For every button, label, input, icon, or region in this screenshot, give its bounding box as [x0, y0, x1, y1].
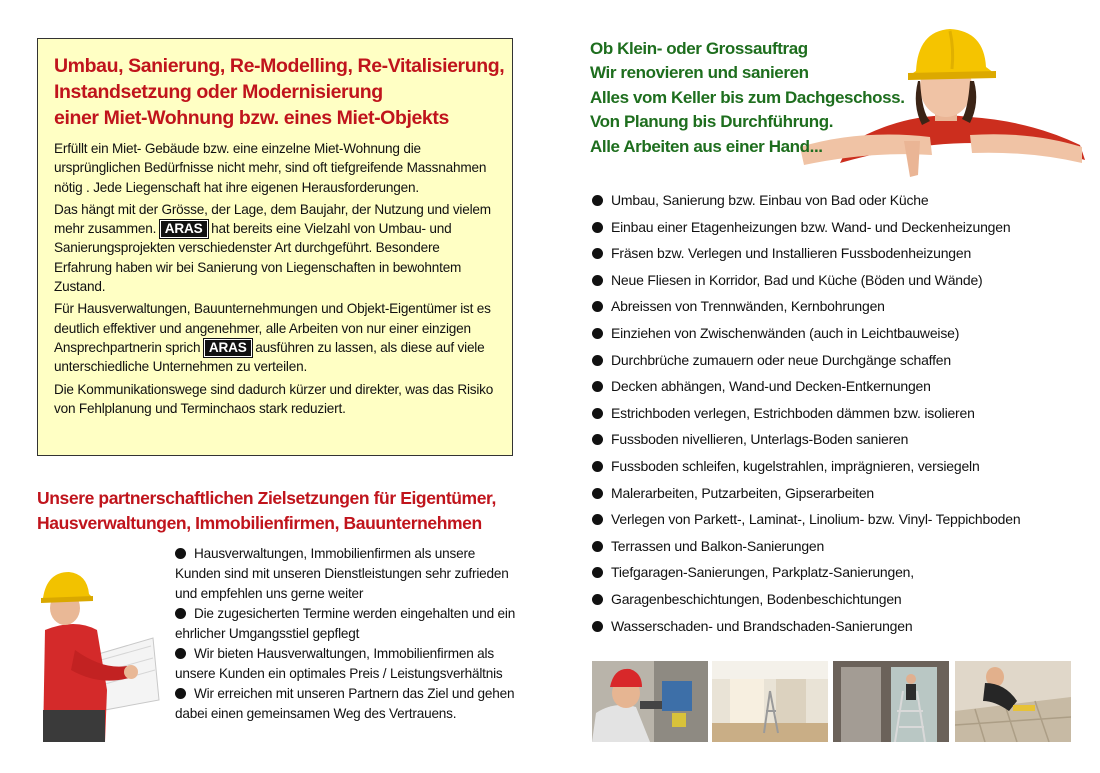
bullet-icon — [592, 514, 603, 525]
goals-item — [175, 604, 520, 644]
bullet-icon — [592, 567, 603, 578]
headline-line: Ob Klein- oder Grossauftrag — [590, 39, 808, 58]
goals-item — [175, 544, 520, 604]
intro-paragraph-3 — [54, 299, 496, 376]
headline-line: Alles vom Keller bis zum Dachgeschoss. — [590, 87, 905, 107]
service-item-text: Garagenbeschichtungen, Bodenbeschichtungen — [611, 590, 902, 607]
service-item — [592, 426, 1020, 453]
bullet-icon — [592, 488, 603, 499]
service-item-text: Fussboden schleifen, kugelstrahlen, imprägnieren, versiegeln — [611, 457, 980, 474]
goals-item — [175, 684, 520, 724]
intro-title-line: Umbau, Sanierung, Re-Modelling, Re-Vitalisierung, — [54, 55, 505, 77]
bullet-icon — [592, 248, 603, 259]
bullet-icon — [592, 461, 603, 472]
photo-renovation-ladder — [833, 661, 949, 742]
service-item-text: Terrassen und Balkon-Sanierungen — [611, 537, 825, 554]
service-item — [592, 293, 1020, 320]
service-item — [592, 320, 1020, 347]
right-headline — [590, 37, 905, 159]
bullet-icon — [592, 301, 603, 312]
service-item-text: Tiefgaragen-Sanierungen, Parkplatz-Sanierungen, — [611, 564, 914, 581]
goals-item — [175, 644, 520, 684]
service-item — [592, 559, 1020, 586]
bullet-icon — [175, 648, 186, 659]
headline-line: Von Planung bis Durchführung. — [590, 112, 834, 132]
service-item-text: Decken abhängen, Wand-und Decken-Entkernungen — [611, 378, 931, 395]
service-item-text: Einziehen von Zwischenwänden (auch in Leichtbauweise) — [611, 324, 960, 341]
intro-paragraph-1: Erfüllt ein Miet- Gebäude bzw. eine einzelne Miet-Wohnung die ursprünglichen Bedürfnisse nicht mehr, sind oft tiefgreifende Massnahmen nötig . Jede Liegenschaft hat ihre eigenen Herausforderungen. — [54, 141, 487, 195]
service-item — [592, 214, 1020, 241]
service-item-text: Estrichboden verlegen, Estrichboden dämmen bzw. isolieren — [611, 404, 975, 421]
intro-p3-start: Für Hausverwaltungen, Bauunternehmungen und Objekt-Eigentümer ist es deutlich effektiver und angenehmer, alle Arbeiten von nur einer einzigen Ansprechpartnerin sprich — [54, 301, 491, 355]
service-item — [592, 613, 1020, 640]
bullet-icon — [592, 594, 603, 605]
intro-box — [37, 38, 513, 456]
service-item-text: Abreissen von Trennwänden, Kernbohrungen — [611, 298, 885, 315]
service-item — [592, 187, 1020, 214]
service-item — [592, 453, 1020, 480]
goals-title-line: Hausverwaltungen, Immobilienfirmen, Bauunternehmen — [37, 513, 482, 533]
service-item-text: Neue Fliesen in Korridor, Bad und Küche (Böden und Wände) — [611, 271, 983, 288]
intro-paragraph-4: Die Kommunikationswege sind dadurch kürzer und direkter, was das Risiko von Fehlplanung und Terminchaos stark reduziert. — [54, 381, 494, 416]
goals-item-text: Wir bieten Hausverwaltungen, Immobilienfirmen als unsere Kunden ein optimales Preis / Leistungsverhältnis — [175, 646, 503, 681]
bullet-icon — [592, 355, 603, 366]
bullet-icon — [592, 541, 603, 552]
service-item-text: Fussboden nivellieren, Unterlags-Boden sanieren — [611, 431, 909, 448]
service-item-text: Wasserschaden- und Brandschaden-Sanierungen — [611, 617, 913, 634]
intro-p3-end: ausführen zu lassen, als diese auf viele unterschiedliche Unternehmen zu verteilen. — [54, 339, 485, 375]
service-item — [592, 480, 1020, 507]
service-item — [592, 586, 1020, 613]
bullet-icon — [592, 408, 603, 419]
service-item-text: Umbau, Sanierung bzw. Einbau von Bad oder Küche — [611, 192, 929, 208]
service-item-text: Malerarbeiten, Putzarbeiten, Gipserarbeiten — [611, 484, 874, 501]
bullet-icon — [592, 195, 603, 206]
service-item — [592, 267, 1020, 294]
service-item-text: Verlegen von Parkett-, Laminat-, Linolium- bzw. Vinyl- Teppichboden — [611, 511, 1021, 528]
headline-line: Alle Arbeiten aus einer Hand... — [590, 136, 823, 156]
intro-p2-end: hat bereits eine Vielzahl von Umbau- und Sanierungsprojekten verschiedenster Art durchgeführt. Besondere Erfahrung haben wir bei Sanierung von Liegenschaften in bewohntem Zustand. — [54, 221, 462, 295]
brand-badge: ARAS — [160, 220, 208, 238]
bullet-icon — [592, 434, 603, 445]
photo-worker-drilling — [592, 661, 708, 742]
bullet-icon — [175, 548, 186, 559]
service-item — [592, 347, 1020, 374]
bullet-icon — [592, 381, 603, 392]
photo-floor-tiling — [955, 661, 1071, 742]
brand-badge: ARAS — [204, 339, 252, 357]
goals-list — [175, 544, 520, 724]
service-item-text: Fräsen bzw. Verlegen und Installieren Fussbodenheizungen — [611, 245, 972, 262]
goals-item-text: Die zugesicherten Termine werden eingehalten und ein ehrlicher Umgangsstiel gepflegt — [175, 606, 516, 641]
intro-paragraph-2 — [54, 200, 496, 296]
intro-title-line: Instandsetzung oder Modernisierung — [54, 81, 383, 103]
service-item-text: Durchbrüche zumauern oder neue Durchgänge schaffen — [611, 351, 951, 368]
goals-item-text: Hausverwaltungen, Immobilienfirmen als unsere Kunden sind mit unseren Dienstleistungen sehr zufrieden und empfehlen uns gerne weiter — [175, 546, 509, 601]
bullet-icon — [592, 328, 603, 339]
service-item — [592, 400, 1020, 427]
service-item-text: Einbau einer Etagenheizungen bzw. Wand- und Deckenheizungen — [611, 218, 1011, 235]
service-item — [592, 533, 1020, 560]
service-item — [592, 373, 1020, 400]
service-item — [592, 240, 1020, 267]
worker-illustration — [35, 560, 160, 742]
intro-title — [54, 53, 505, 131]
bullet-icon — [592, 275, 603, 286]
goals-title-line: Unsere partnerschaftlichen Zielsetzungen für Eigentümer, — [37, 488, 496, 508]
bullet-icon — [175, 608, 186, 619]
goals-item-text: Wir erreichen mit unseren Partnern das Ziel und gehen dabei einen gemeinsamen Weg des Vertrauens. — [175, 686, 515, 721]
bullet-icon — [592, 222, 603, 233]
intro-title-line: einer Miet-Wohnung bzw. eines Miet-Objekts — [54, 107, 449, 129]
photo-drywall-room — [712, 661, 828, 742]
headline-line: Wir renovieren und sanieren — [590, 63, 809, 83]
intro-p2-start: Das hängt mit der Grösse, der Lage, dem Baujahr, der Nutzung und vielem mehr zusammen. — [54, 201, 491, 237]
bullet-icon — [175, 688, 186, 699]
bullet-icon — [592, 621, 603, 632]
goals-title — [37, 486, 496, 536]
service-item — [592, 506, 1020, 533]
services-list — [592, 187, 1020, 639]
